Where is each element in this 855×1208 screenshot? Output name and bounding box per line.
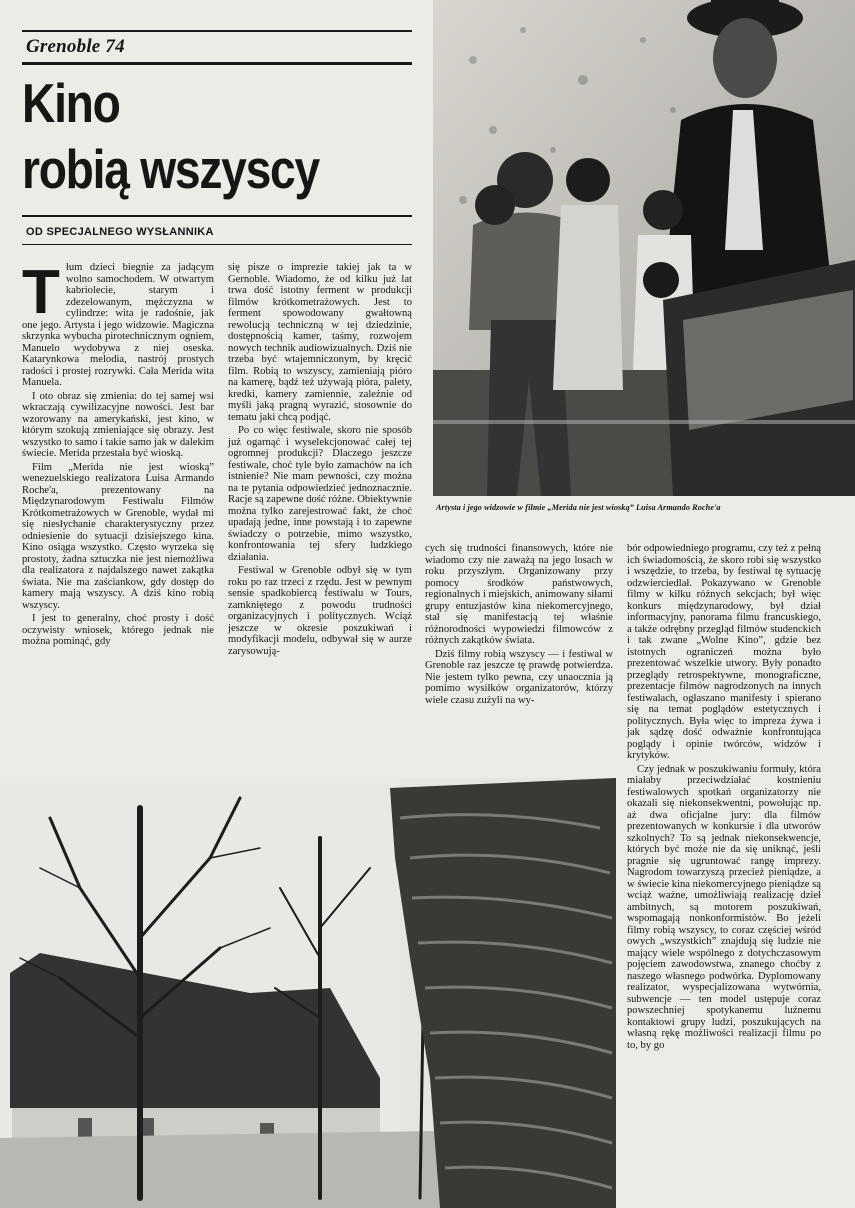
byline-rule — [22, 244, 412, 245]
paragraph — [22, 258, 214, 389]
drop-cap: T — [22, 258, 60, 327]
photo-caption-top: Artysta i jego widzowie w filmie „Merida nie jest wioską” Luisa Armando Roche'a — [436, 503, 721, 512]
photo-church-and-trees — [0, 778, 616, 1208]
headline-line-2: robią wszyscy — [22, 138, 319, 200]
headline-rule — [22, 215, 412, 217]
paragraph: I oto obraz się zmienia: do tej samej wsi wkraczają cywilizacyjne nowości. Jest bar wzorowany na amerykański, jest kino, w którym szokują zmieniające się obrazy. Jest wszystko to samo i takie samo jak w dalekim świecie. Merida przestała być wioską. — [22, 390, 214, 459]
byline: OD SPECJALNEGO WYSŁANNIKA — [26, 226, 214, 238]
paragraph: cych się trudności finansowych, które nie wiadomo czy nie zaważą na jego losach w roku przyszłym. Organizowany przy pomocy środków państwowych, regionalnych i miejskich, animowany siłami grupy entuzjastów kina niekomercyjnego, stał się manifestacją tej właśnie różnorodności wypowiedzi filmowców z różnych zakątków świata. — [425, 543, 613, 646]
article-column-3 — [425, 543, 613, 708]
paragraph: się pisze o imprezie takiej jak ta w Gernoble. Wiadomo, że od kilku już lat trwa dość istotny ferment w produkcji filmów krótkometrażowych. Jest to ferment spowodowany gwałtowną rewolucją techniczną w tej dziedzinie, dostępnością kamer, taśmy, rozwojem nowych technik audiowizualnych. Dziś nie trzeba być wtajemniczonym, by kręcić film. Robią to wszyscy, zamieniają pióro na kamerę, bądź też używają pióra, palety, kredki, kamery zamiennie, zależnie od myśli jaką pragną wyrazić, stosownie do tematu jaki chcą podjąć. — [228, 262, 412, 423]
article-column-4 — [627, 543, 821, 1053]
kicker-rule — [22, 62, 412, 65]
header-top-rule — [22, 30, 412, 32]
article-column-1 — [22, 258, 214, 650]
paragraph: Film „Merida nie jest wioską” wenezuelskiego realizatora Luisa Armando Roche'a, prezentowany na Międzynarodowym Festiwalu Filmów Krótkometrażowych w Grenoble, wydał mi się niesłychanie charakterystyczny przez odniesienie do sytuacji dzisiejszego kina. Kino osiąga wszystko. Często wyrzeka się prostoty, żadna sztuczka nie jest niemożliwa dla realizatora z najdalszego nawet zakątka świata. Nie ma zaściankow, gdy dostęp do kamery mają wszyscy. A dziś kino robią wszyscy. — [22, 461, 214, 611]
paragraph: I jest to generalny, choć prosty i dość oczywisty wniosek, którego jednak nie można pominąć, gdy — [22, 613, 214, 647]
paragraph: Po co więc festiwale, skoro nie sposób już ogarnąć i wyselekcjonować całej tej ogromnej produkcji? Dlaczego jeszcze festiwale, choć tyle było zamachów na ich istnienie? Nie mam pewności, czy można na te pytania odpowiedzieć jednoznacznie. Racje są zapewne dość różne. Obiektywnie można tylko zarejestrować fakt, że choć upadają jedne, inne powstają i to zapewne świadczy o potrzebie, mimo wszystko, konfrontowania tej sfery ludzkiego działania. — [228, 425, 412, 563]
paragraph-text: łum dzieci biegnie za jadącym wolno samochodem. W otwartym kabriolecie, starym i zdezelowanym, mężczyzna w cylindrze: wita je radośnie, jak one jego. Artysta i jego widzowie. Magiczna skrzynka wybucha pirotechnicznym ogniem, Manuelo wydobywa z niej oseska. Katarynkowa melodia, nastrój prostych radości i prostej rozrywki. Cała Merida wita Manuela. — [22, 262, 214, 388]
paragraph: Dziś filmy robią wszyscy — i festiwal w Grenoble raz jeszcze tę prawdę potwierdza. Nie jestem tylko pewna, czy unaocznia ją pomimo wysiłków organizatorów, którzy wiele czasu zużyli na wy- — [425, 648, 613, 706]
headline-line-1: Kino — [22, 72, 120, 134]
article-column-2 — [228, 262, 412, 659]
photo-artist-and-audience — [433, 0, 855, 496]
paragraph: Festiwal w Grenoble odbył się w tym roku po raz trzeci z rzędu. Jest w pewnym sensie spadkobiercą festiwalu w Tours, zamkniętego z powodu trudności organizacyjnych i politycznych. Wciąż jeszcze w okresie poszukiwań i modyfikacji modelu, odbywał się w aurze zarysowują- — [228, 565, 412, 657]
headline — [22, 70, 354, 202]
paragraph: Czy jednak w poszukiwaniu formuły, która miałaby przeciwdziałać kostnieniu festiwalowych spotkań organizatorzy nie okazali się niekonsekwentni, powołując np. aż dwa oficjalne jury: dla filmów prezentowanych w konkursie i dla utworów szkolnych? To są jednak niekonsekwencje, których być może nie da się uniknąć, jeśli pragnie się ugruntować rangę imprezy. Nagrodom towarzyszą przecież pieniądze, a w świecie kina niekomercyjnego pieniądze są wciąż ważne, umożliwiają realizację dzieł ambitnych, są motorem poszukiwań, wspomagają nonkonformistów. Bo jeżeli filmy robią wszyscy, to coraz częściej wśród owych „wszystkich” znajdują się ludzie nie mający wiele wspólnego z dotychczasowym pojęciem zawodowstwa, znanego choćby z naszego własnego podwórka. Dyplomowany realizator, wyspecjalizowana wytwórnia, subwencje — ten model ustępuje coraz powszechniej spotykanemu luźnemu kontaktowi grupy ludzi, poszukujących na własną rękę możliwości realizacji filmu po to, by go — [627, 763, 821, 1051]
section-kicker: Grenoble 74 — [26, 36, 125, 57]
paragraph: bór odpowiedniego programu, czy też z pełną ich świadomością, że skoro robi się wszystko i wszędzie, to trzeba, by festiwal tę sytuację odzwierciedlał. Pokazywano w Grenoble filmy w kilku różnych sekcjach; był więc konkurs międzynarodowy, był dział informacyjny, panorama filmu francuskiego, a także odrębny przegląd filmów studenckich i tak zwane „Wolne Kino”, gdzie bez istotnych ograniczeń można było prezentować wszelkie utwory. Były ponadto przeglądy retrospektywne, monograficzne, prezentacje filmów nagrodzonych na innych festiwalach, ogłaszano manifesty i spierano się na temat poglądów estetycznych i politycznych. Była więc to impreza żywa i jak sądzę dość odważnie konfrontująca poglądy i opinie twórców, widzów i krytyków. — [627, 543, 821, 761]
